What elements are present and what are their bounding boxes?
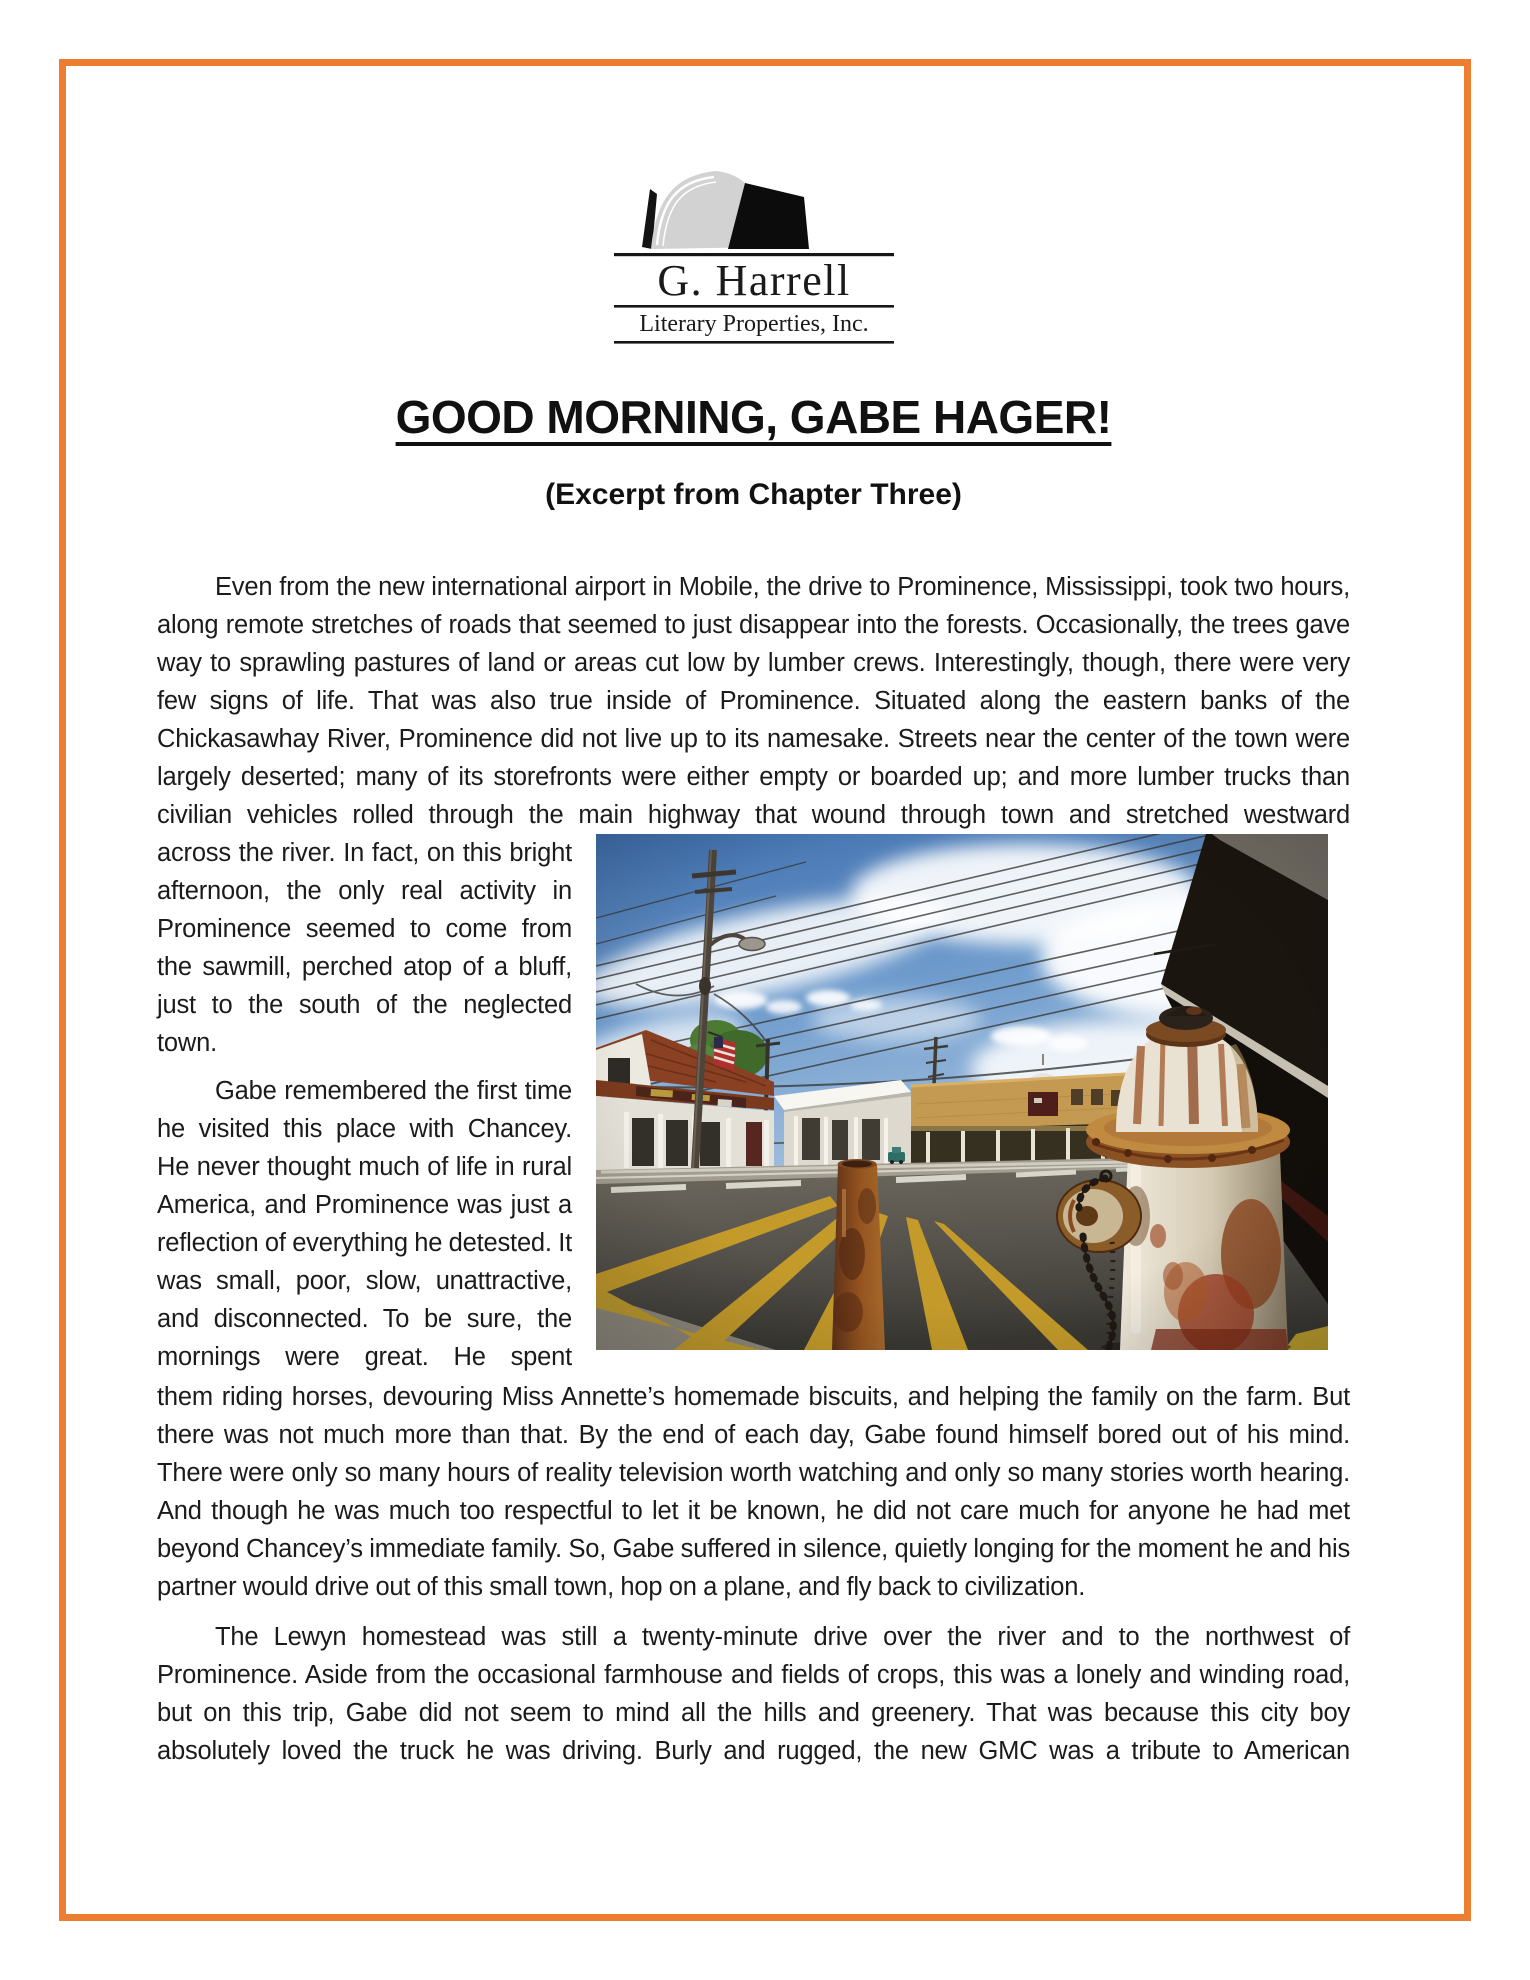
paragraph-1-lead: Even from the new international airport in Mobile, the drive to Prominence, Mississippi, took two hours, along remote stretches of roads that seemed to just disappear into the forests. Occasionally, the trees gave way to sprawling pastures of land or areas cut low by lumber crews. Interestingly, though, there were very few signs of life. That was also true inside of Prominence. Situated along the eastern banks of the Chickasawhay River, Prominence did not live up to its namesake. Streets near the center of the town were largely deserted; many of its storefronts were either empty or boarded up; and more lumber trucks than civilian vehicles rolled through the main highway that wound through town and stretched westward <box>157 573 1350 829</box>
street-photo-illustration <box>596 834 1328 1350</box>
wrapped-text-column <box>157 834 572 1376</box>
text-photo-row <box>157 834 1350 1376</box>
page-title: GOOD MORNING, GABE HAGER! <box>395 391 1112 443</box>
photo-vignette <box>596 834 1328 1350</box>
paragraph-1-wrap: across the river. In fact, on this bright afternoon, the only real activity in Prominence seemed to come from the sawmill, perched atop of a bluff, just to the south of the neglected town. <box>157 839 572 1057</box>
prominence-street-photo <box>596 834 1328 1350</box>
logo-company-name: G. Harrell <box>656 256 851 305</box>
paragraph-3: The Lewyn homestead was still a twenty-minute drive over the river and to the northwest of Prominence. Aside from the occasional farmhouse and fields of crops, this was a lonely and winding road, but on this trip, Gabe did not seem to mind all the hills and greenery. That was because this city boy absolutely loved the truck he was driving. Burly and rugged, the new GMC was a tribute to American <box>157 1623 1350 1765</box>
page-content <box>157 0 1350 1770</box>
books-logo-icon <box>604 150 904 355</box>
paragraph-2-wrap: Gabe remembered the first time he visited this place with Chancey. He never thought much of life in rural America, and Prominence was just a reflection of everything he detested. It was small, poor, slow, unattractive, and disconnected. To be sure, the mornings were great. He spent <box>157 1077 572 1371</box>
page-subtitle: (Excerpt from Chapter Three) <box>545 478 962 511</box>
logo-company-subtitle: Literary Properties, Inc. <box>638 311 869 337</box>
paragraph-2-rest: them riding horses, devouring Miss Annette’s homemade biscuits, and helping the family on the farm. But there was not much more than that. By the end of each day, Gabe found himself bored out of his mind. There were only so many hours of reality television worth watching and only so many stories worth hearing. And though he was much too respectful to let it be known, he did not care much for anyone he had met beyond Chancey’s immediate family. So, Gabe suffered in silence, quietly longing for the moment he and his partner would drive out of this small town, hop on a plane, and fly back to civilization. <box>157 1383 1350 1601</box>
publisher-logo <box>157 150 1350 360</box>
